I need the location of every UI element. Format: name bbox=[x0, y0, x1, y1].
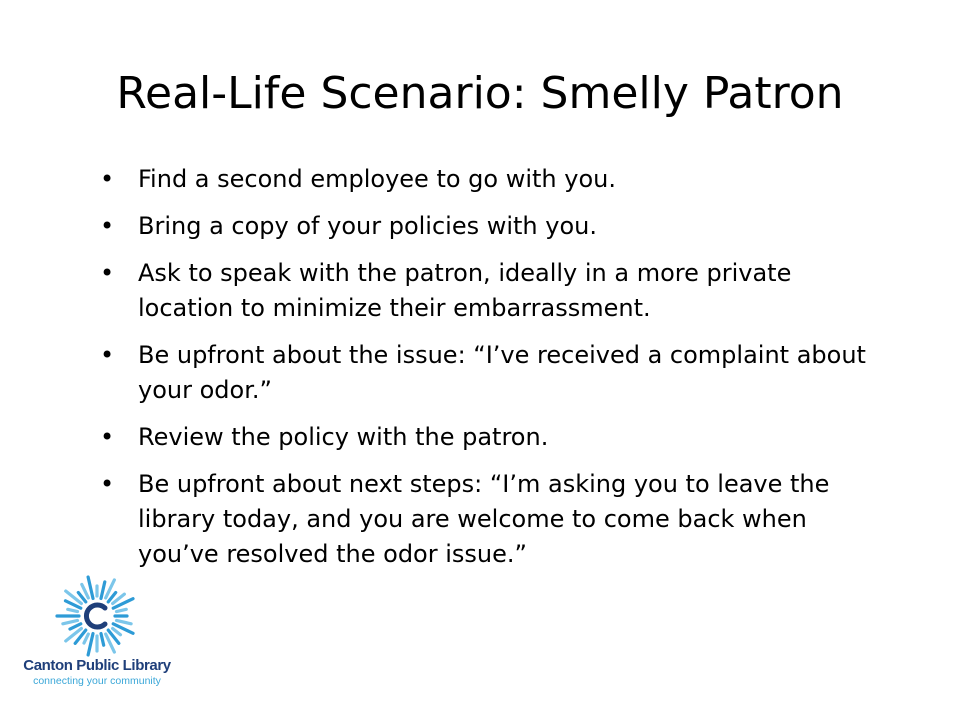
bullet-item bbox=[100, 162, 890, 197]
letter-c-mark bbox=[86, 605, 105, 627]
bullet-icon: • bbox=[100, 341, 115, 369]
bullet-item bbox=[100, 420, 890, 455]
library-logo bbox=[22, 574, 172, 694]
sunburst-ray bbox=[116, 620, 131, 623]
bullet-item bbox=[100, 209, 890, 244]
bullet-item bbox=[100, 256, 890, 326]
sunburst-ray bbox=[88, 577, 93, 598]
sunburst-ray bbox=[101, 634, 104, 646]
bullet-text: Find a second employee to go with you. bbox=[138, 165, 616, 193]
sunburst-ray bbox=[63, 620, 78, 623]
bullet-text: Be upfront about the issue: “I’ve received a complaint about your odor.” bbox=[138, 341, 866, 404]
logo-name: Canton Public Library bbox=[23, 657, 171, 674]
slide-title: Real-Life Scenario: Smelly Patron bbox=[116, 68, 844, 119]
bullet-text: Ask to speak with the patron, ideally in a more private location to minimize their embarrassment. bbox=[138, 259, 792, 322]
sunburst-c-icon bbox=[38, 574, 156, 658]
bullet-text: Bring a copy of your policies with you. bbox=[138, 212, 597, 240]
bullet-icon: • bbox=[100, 259, 115, 287]
sunburst-ray bbox=[116, 609, 126, 611]
bullet-text: Be upfront about next steps: “I’m asking you to leave the library today, and you are welcome to come back when you’ve resolved the odor issue.” bbox=[138, 470, 830, 568]
bullet-icon: • bbox=[100, 212, 115, 240]
sunburst-ray bbox=[88, 634, 93, 655]
bullet-icon: • bbox=[100, 423, 115, 451]
sunburst-ray bbox=[84, 634, 88, 643]
sunburst-ray bbox=[101, 582, 105, 599]
bullet-text: Review the policy with the patron. bbox=[138, 423, 549, 451]
bullet-icon: • bbox=[100, 470, 115, 498]
bullet-item bbox=[100, 467, 890, 572]
logo-tagline: connecting your community bbox=[33, 675, 161, 687]
bullet-list bbox=[100, 162, 890, 584]
sunburst-ray bbox=[113, 628, 121, 634]
bullet-item bbox=[100, 338, 890, 408]
sunburst-ray bbox=[68, 609, 78, 611]
bullet-icon: • bbox=[100, 165, 115, 193]
